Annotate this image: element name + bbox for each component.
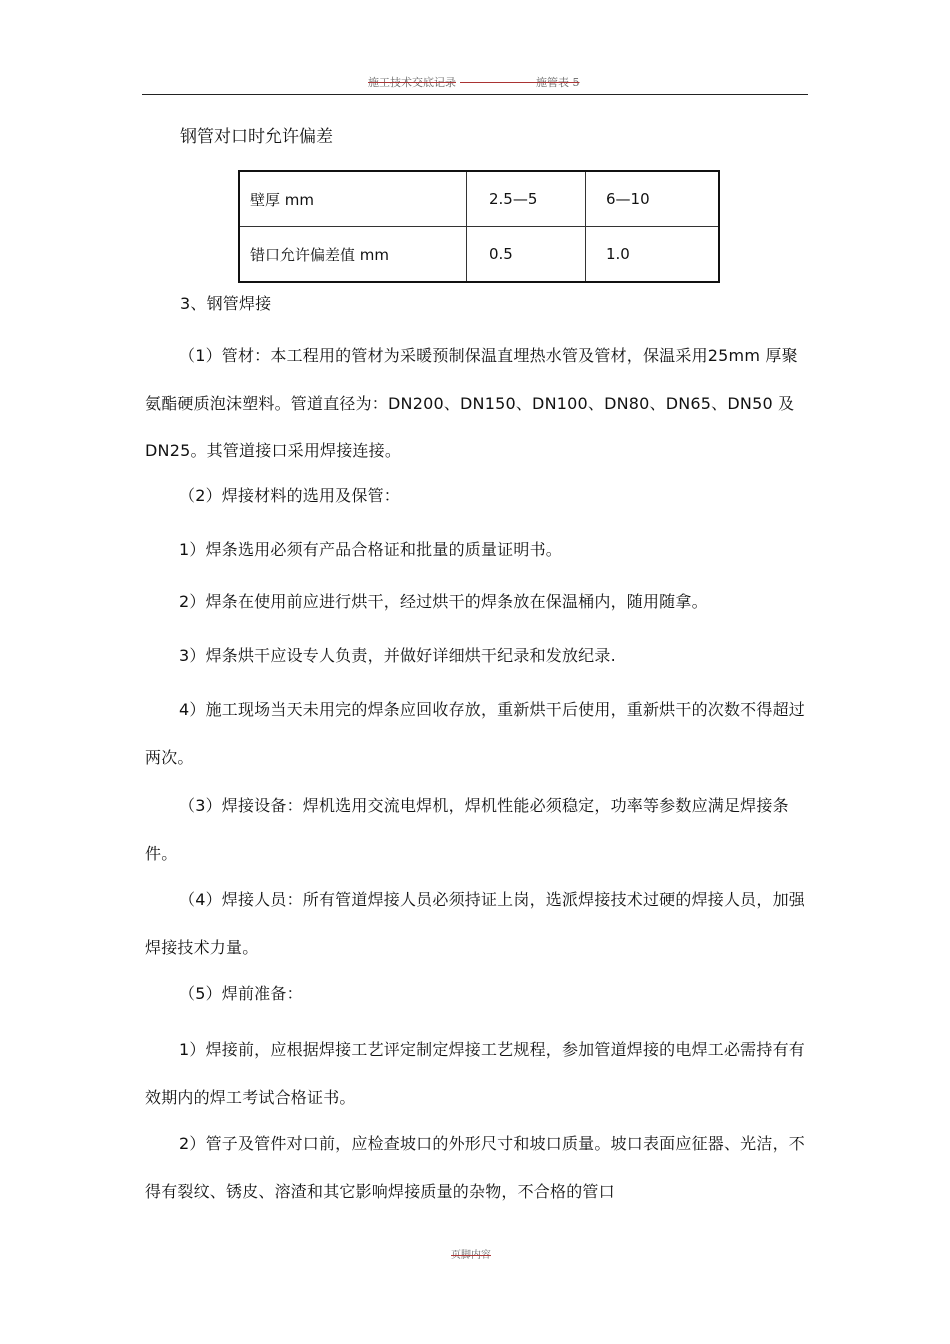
paragraph xyxy=(145,782,809,877)
paragraph-text: 2）焊条在使用前应进行烘干，经过烘干的焊条放在保温桶内，随用随拿。 xyxy=(179,592,708,611)
table-cell: 2.5—5 xyxy=(467,171,586,227)
table-cell: 0.5 xyxy=(467,227,586,283)
paragraph-text: 2）管子及管件对口前，应检查坡口的外形尺寸和坡口质量。坡口表面应征器、光洁，不得有裂纹、锈皮、溶渣和其它影响焊接质量的杂物，不合格的管口 xyxy=(145,1134,805,1201)
paragraph xyxy=(145,686,809,781)
paragraph xyxy=(145,1120,809,1215)
paragraph xyxy=(145,632,809,680)
section-heading: 3、钢管焊接 xyxy=(180,294,272,313)
paragraph-text: 4）施工现场当天未用完的焊条应回收存放，重新烘干后使用，重新烘干的次数不得超过两次。 xyxy=(145,700,805,767)
paragraph xyxy=(145,472,809,520)
paragraph-text: 1）焊接前，应根据焊接工艺评定制定焊接工艺规程，参加管道焊接的电焊工必需持有有效期内的焊工考试合格证书。 xyxy=(145,1040,805,1107)
paragraph-text: （2）焊接材料的选用及保管： xyxy=(179,486,400,505)
paragraph-text: 1）焊条选用必须有产品合格证和批量的质量证明书。 xyxy=(179,540,562,559)
page-footer: 页脚内容 xyxy=(451,1250,491,1261)
table-cell: 错口允许偏差值 mm xyxy=(239,227,467,283)
paragraph xyxy=(145,970,809,1018)
deviation-table xyxy=(238,170,720,283)
table-row xyxy=(239,227,719,283)
table-cell: 6—10 xyxy=(586,171,720,227)
paragraph xyxy=(145,876,809,971)
paragraph-text: （4）焊接人员：所有管道焊接人员必须持证上岗，选派焊接技术过硬的焊接人员，加强焊接技术力量。 xyxy=(145,890,805,957)
paragraph-text: 3）焊条烘干应设专人负责，并做好详细烘干纪录和发放纪录. xyxy=(179,646,616,665)
paragraph-text: （1）管材：本工程用的管材为采暖预制保温直埋热水管及管材，保温采用25mm 厚聚氨酯硬质泡沫塑料。管道直径为：DN200、DN150、DN100、DN80、DN65、DN50 及 DN25。其管道接口采用焊接连接。 xyxy=(145,346,798,460)
table-cell: 壁厚 mm xyxy=(239,171,467,227)
paragraph xyxy=(145,1026,809,1121)
table-row xyxy=(239,171,719,227)
paragraph-text: （5）焊前准备： xyxy=(179,984,303,1003)
table-title: 钢管对口时允许偏差 xyxy=(180,127,333,147)
paragraph xyxy=(145,578,809,626)
paragraph xyxy=(145,332,809,475)
table-cell: 1.0 xyxy=(586,227,720,283)
paragraph-text: （3）焊接设备：焊机选用交流电焊机，焊机性能必须稳定，功率等参数应满足焊接条件。 xyxy=(145,796,789,863)
header-left-text: 施工技术交底记录 xyxy=(368,76,456,89)
header-right-text: 施管表 5 xyxy=(536,76,580,89)
paragraph xyxy=(145,526,809,574)
page-header xyxy=(142,70,808,95)
